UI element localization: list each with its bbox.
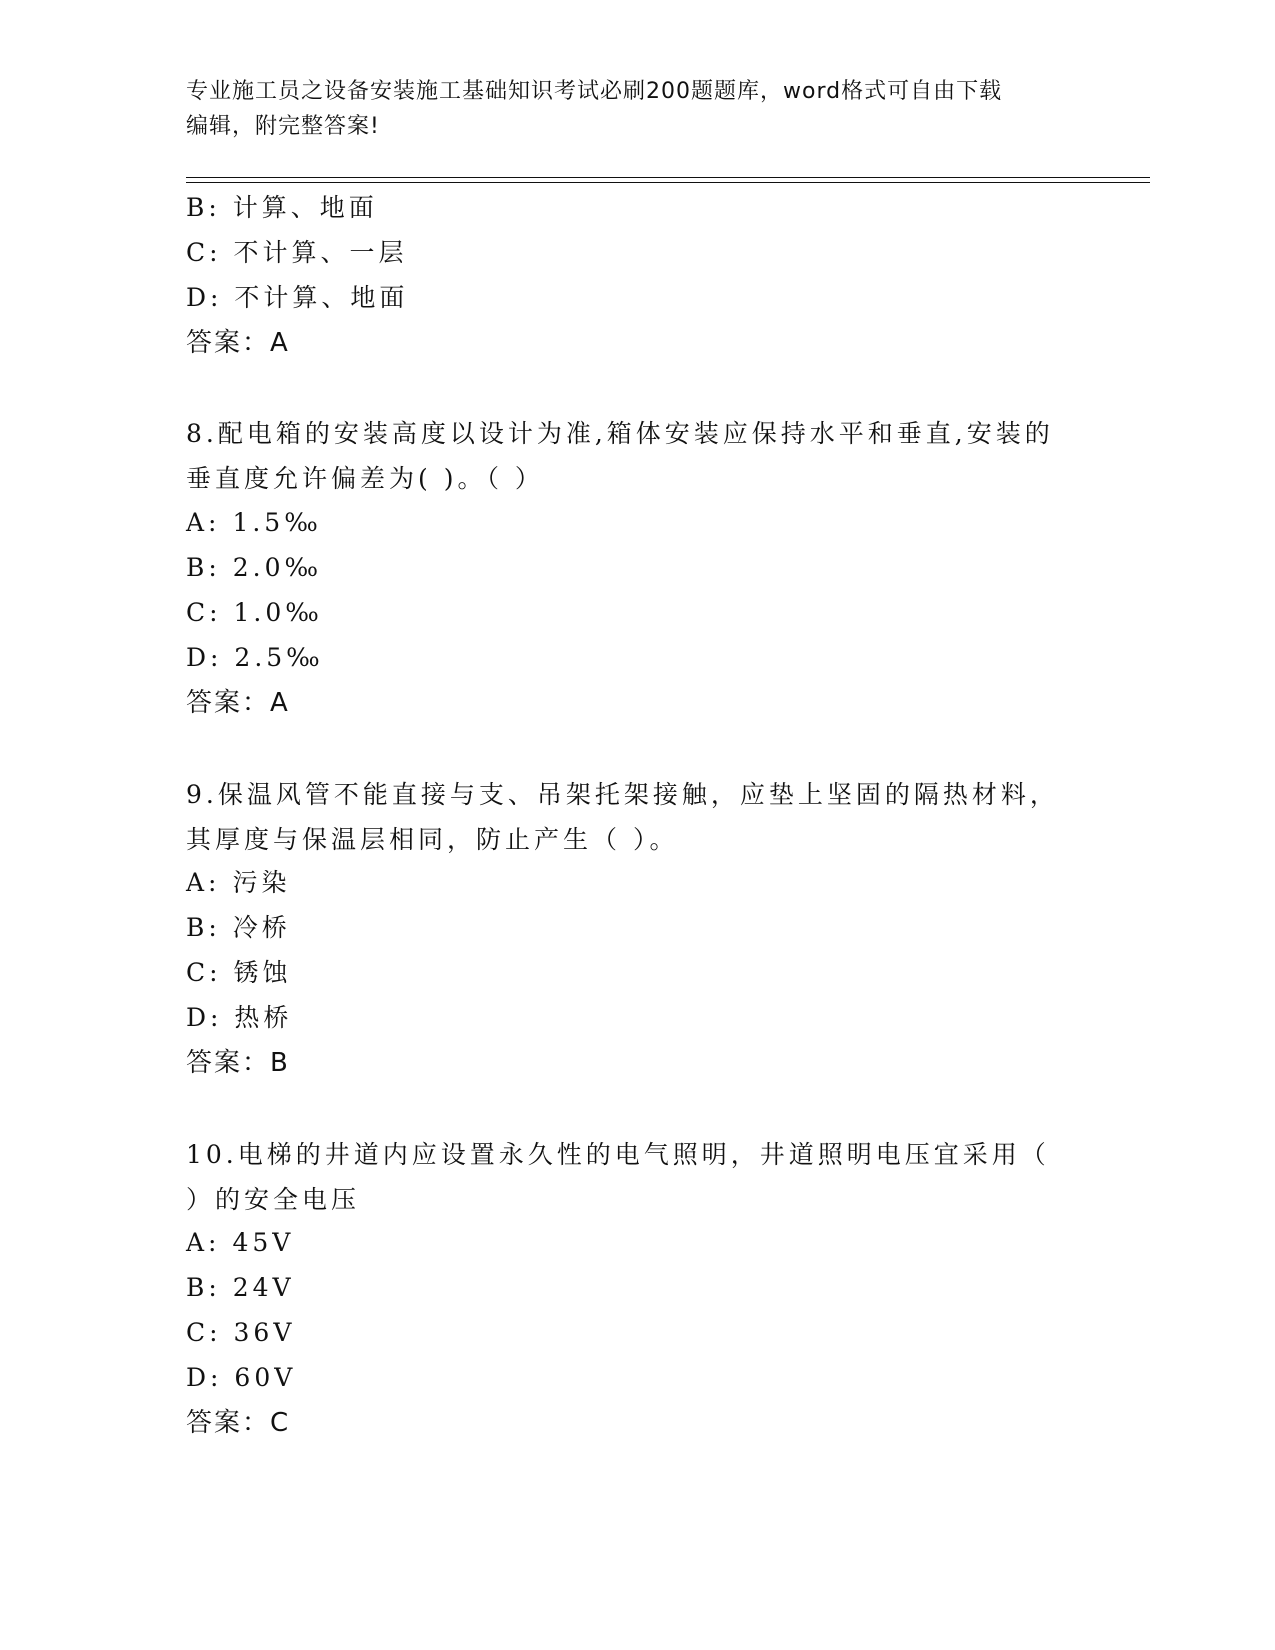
q9-option-b [186, 913, 1086, 943]
option-letter: A: [186, 1228, 221, 1257]
option-text: 1.5‰ [232, 508, 322, 537]
q10-option-c [186, 1318, 1086, 1348]
q9-stem-line-2: 其厚度与保温层相同，防止产生（ ）。 [186, 825, 679, 854]
option-letter: B: [186, 193, 221, 222]
q7-answer: 答案：A [186, 328, 290, 358]
q10-option-d [186, 1363, 1086, 1393]
q10-option-b [186, 1273, 1086, 1303]
option-text: 1.0‰ [233, 598, 323, 627]
q8-answer: 答案：A [186, 688, 290, 718]
option-text: 2.5‰ [234, 643, 324, 672]
q10-answer: 答案：C [186, 1408, 291, 1438]
header-title-line-2: 编辑，附完整答案! [186, 114, 380, 139]
option-letter: B: [186, 913, 221, 942]
option-text: 不计算、地面 [234, 283, 409, 312]
q8-stem [186, 411, 1086, 501]
q9-stem [186, 772, 1086, 862]
q10-stem [186, 1132, 1086, 1222]
q9-answer: 答案：B [186, 1048, 290, 1078]
q10-stem-line-2: ）的安全电压 [186, 1185, 361, 1214]
option-letter: C: [186, 958, 222, 987]
option-letter: D: [186, 1363, 223, 1392]
option-letter: C: [186, 1318, 222, 1347]
option-text: 2.0‰ [232, 553, 323, 582]
q8-option-b [186, 553, 1086, 583]
q7-option-b [186, 193, 1086, 223]
q10-option-a [186, 1228, 1086, 1258]
q7-option-c [186, 238, 1086, 268]
option-letter: B: [186, 1273, 221, 1302]
option-text: 24V [232, 1273, 295, 1302]
header-divider-bottom [186, 182, 1150, 183]
option-text: 冷桥 [232, 913, 291, 942]
option-letter: C: [186, 238, 222, 267]
option-text: 36V [233, 1318, 296, 1347]
document-header [186, 74, 1086, 144]
option-letter: A: [186, 508, 221, 537]
option-text: 热桥 [234, 1003, 293, 1032]
header-divider-top [186, 177, 1150, 178]
option-text: 污染 [232, 868, 291, 897]
q8-stem-line-2: 垂直度允许偏差为( )。（ ） [186, 464, 544, 493]
option-text: 锈蚀 [233, 958, 292, 987]
header-title-line-1: 专业施工员之设备安装施工基础知识考试必刷200题题库，word格式可自由下载 [186, 79, 1003, 104]
option-letter: C: [186, 598, 222, 627]
option-text: 45V [232, 1228, 295, 1257]
q8-stem-line-1: 8.配电箱的安装高度以设计为准,箱体安装应保持水平和垂直,安装的 [186, 419, 1054, 448]
q10-stem-line-1: 10.电梯的井道内应设置永久性的电气照明，井道照明电压宜采用（ [186, 1140, 1050, 1169]
option-text: 计算、地面 [232, 193, 378, 222]
option-letter: D: [186, 643, 223, 672]
option-letter: A: [186, 868, 221, 897]
q8-option-c [186, 598, 1086, 628]
option-letter: D: [186, 1003, 223, 1032]
q9-stem-line-1: 9.保温风管不能直接与支、吊架托架接触，应垫上坚固的隔热材料， [186, 780, 1059, 809]
q9-option-d [186, 1003, 1086, 1033]
option-text: 不计算、一层 [233, 238, 408, 267]
q8-option-d [186, 643, 1086, 673]
q9-option-c [186, 958, 1086, 988]
q7-option-d [186, 283, 1086, 313]
option-letter: B: [186, 553, 221, 582]
option-text: 60V [234, 1363, 297, 1392]
option-letter: D: [186, 283, 223, 312]
q8-option-a [186, 508, 1086, 538]
q9-option-a [186, 868, 1086, 898]
